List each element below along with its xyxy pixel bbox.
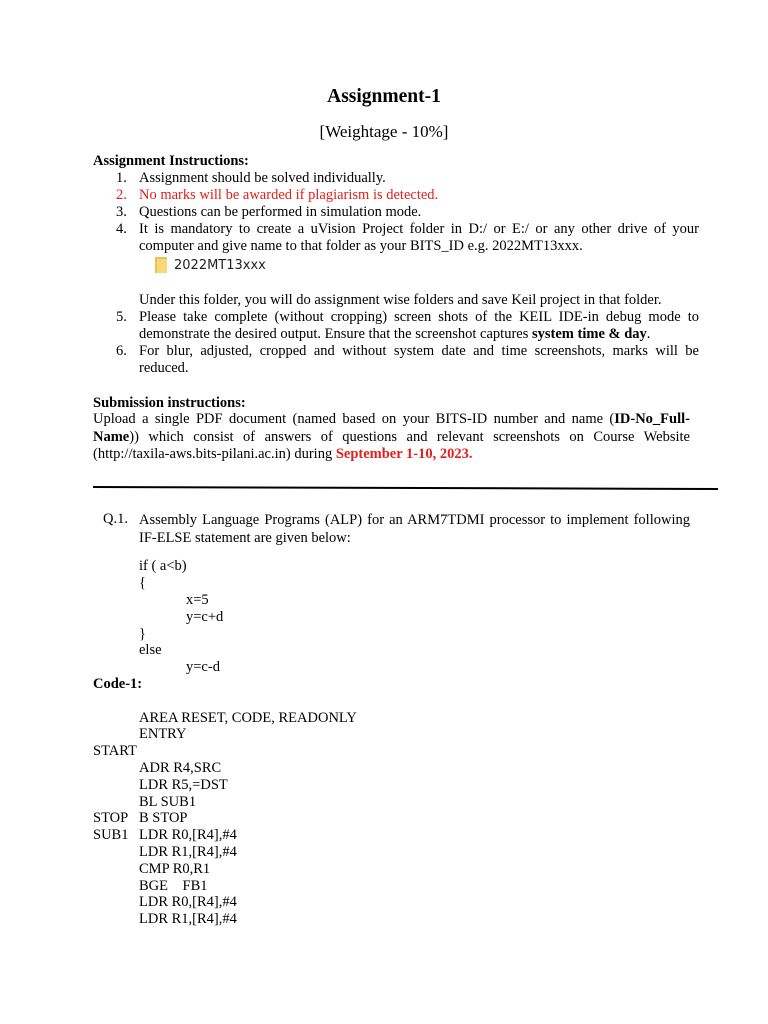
pseudo-if: if ( a<b) (139, 558, 187, 574)
question-text: Assembly Language Programs (ALP) for an ARM7TDMI processor to implement following IF-ELSE statement are given below: (139, 512, 690, 546)
list-item-number: 1. (116, 170, 127, 186)
code-label: SUB1 (93, 827, 129, 843)
code-line: AREA RESET, CODE, READONLY (139, 710, 357, 726)
submission-text: )) which consist of answers of questions and relevant screenshots on Course Website (http://taxila-aws.bits-pilani.ac.in) during (93, 428, 690, 463)
question-number: Q.1. (103, 511, 128, 527)
folder-note: Under this folder, you will do assignment wise folders and save Keil project in that folder. (139, 292, 662, 308)
emphasis-system-time: system time & day (532, 326, 647, 342)
list-item (139, 309, 699, 343)
code-line: LDR R0,[R4],#4 (139, 827, 237, 843)
code-line: LDR R5,=DST (139, 777, 228, 793)
pseudo-open-brace: { (139, 575, 146, 591)
code-line: LDR R1,[R4],#4 (139, 911, 237, 927)
list-item: For blur, adjusted, cropped and without system date and time screenshots, marks will be reduced. (139, 343, 699, 376)
section-divider (93, 486, 718, 490)
list-item-text: . (646, 326, 651, 342)
code-line: ENTRY (139, 726, 187, 742)
submission-deadline: September 1-10, 2023. (335, 446, 473, 463)
folder-label: 2022MT13xxx (174, 257, 266, 273)
list-item-number: 3. (116, 204, 127, 220)
code-line: LDR R0,[R4],#4 (139, 894, 237, 910)
submission-filename-format: ID-No_Full-Name (93, 411, 690, 445)
code-line: LDR R1,[R4],#4 (139, 844, 237, 860)
instructions-heading: Assignment Instructions: (93, 153, 249, 169)
pseudo-close-brace: } (139, 626, 146, 642)
document-title: Assignment-1 (327, 86, 441, 107)
code-label: STOP (93, 810, 129, 826)
code-line: CMP R0,R1 (139, 861, 211, 877)
list-item-number: 4. (116, 221, 127, 237)
list-item-plagiarism-warning: No marks will be awarded if plagiarism is detected. (139, 187, 439, 203)
pseudo-assign-x: x=5 (186, 592, 209, 608)
pseudo-else: else (139, 642, 162, 658)
code-line: B STOP (139, 810, 188, 826)
code-line: ADR R4,SRC (139, 760, 222, 776)
pseudo-assign-y1: y=c+d (186, 609, 224, 625)
folder-icon (155, 257, 167, 273)
code-heading: Code-1: (93, 676, 143, 692)
document-subtitle: [Weightage - 10%] (319, 122, 449, 141)
folder-example (155, 256, 266, 274)
list-item-number: 5. (116, 309, 127, 325)
pseudo-assign-y2: y=c-d (186, 659, 220, 675)
list-item-text: Please take complete (without cropping) screen shots of the KEIL IDE-in debug mode to demonstrate the desired output. Ensure that the screenshot captures (139, 309, 699, 342)
code-label: START (93, 743, 137, 759)
list-item: Assignment should be solved individually. (139, 170, 386, 186)
list-item: It is mandatory to create a uVision Project folder in D:/ or E:/ or any other drive of your computer and give name to that folder as your BITS_ID e.g. 2022MT13xxx. (139, 221, 699, 254)
list-item-number: 2. (116, 187, 127, 203)
code-line: BL SUB1 (139, 794, 197, 810)
submission-text: Upload a single PDF document (named based on your BITS-ID number and name ( (93, 411, 615, 427)
list-item-number: 6. (116, 343, 127, 359)
code-line: BGE FB1 (139, 878, 208, 894)
submission-heading: Submission instructions: (93, 395, 246, 411)
list-item: Questions can be performed in simulation mode. (139, 204, 422, 220)
submission-paragraph (93, 411, 690, 464)
